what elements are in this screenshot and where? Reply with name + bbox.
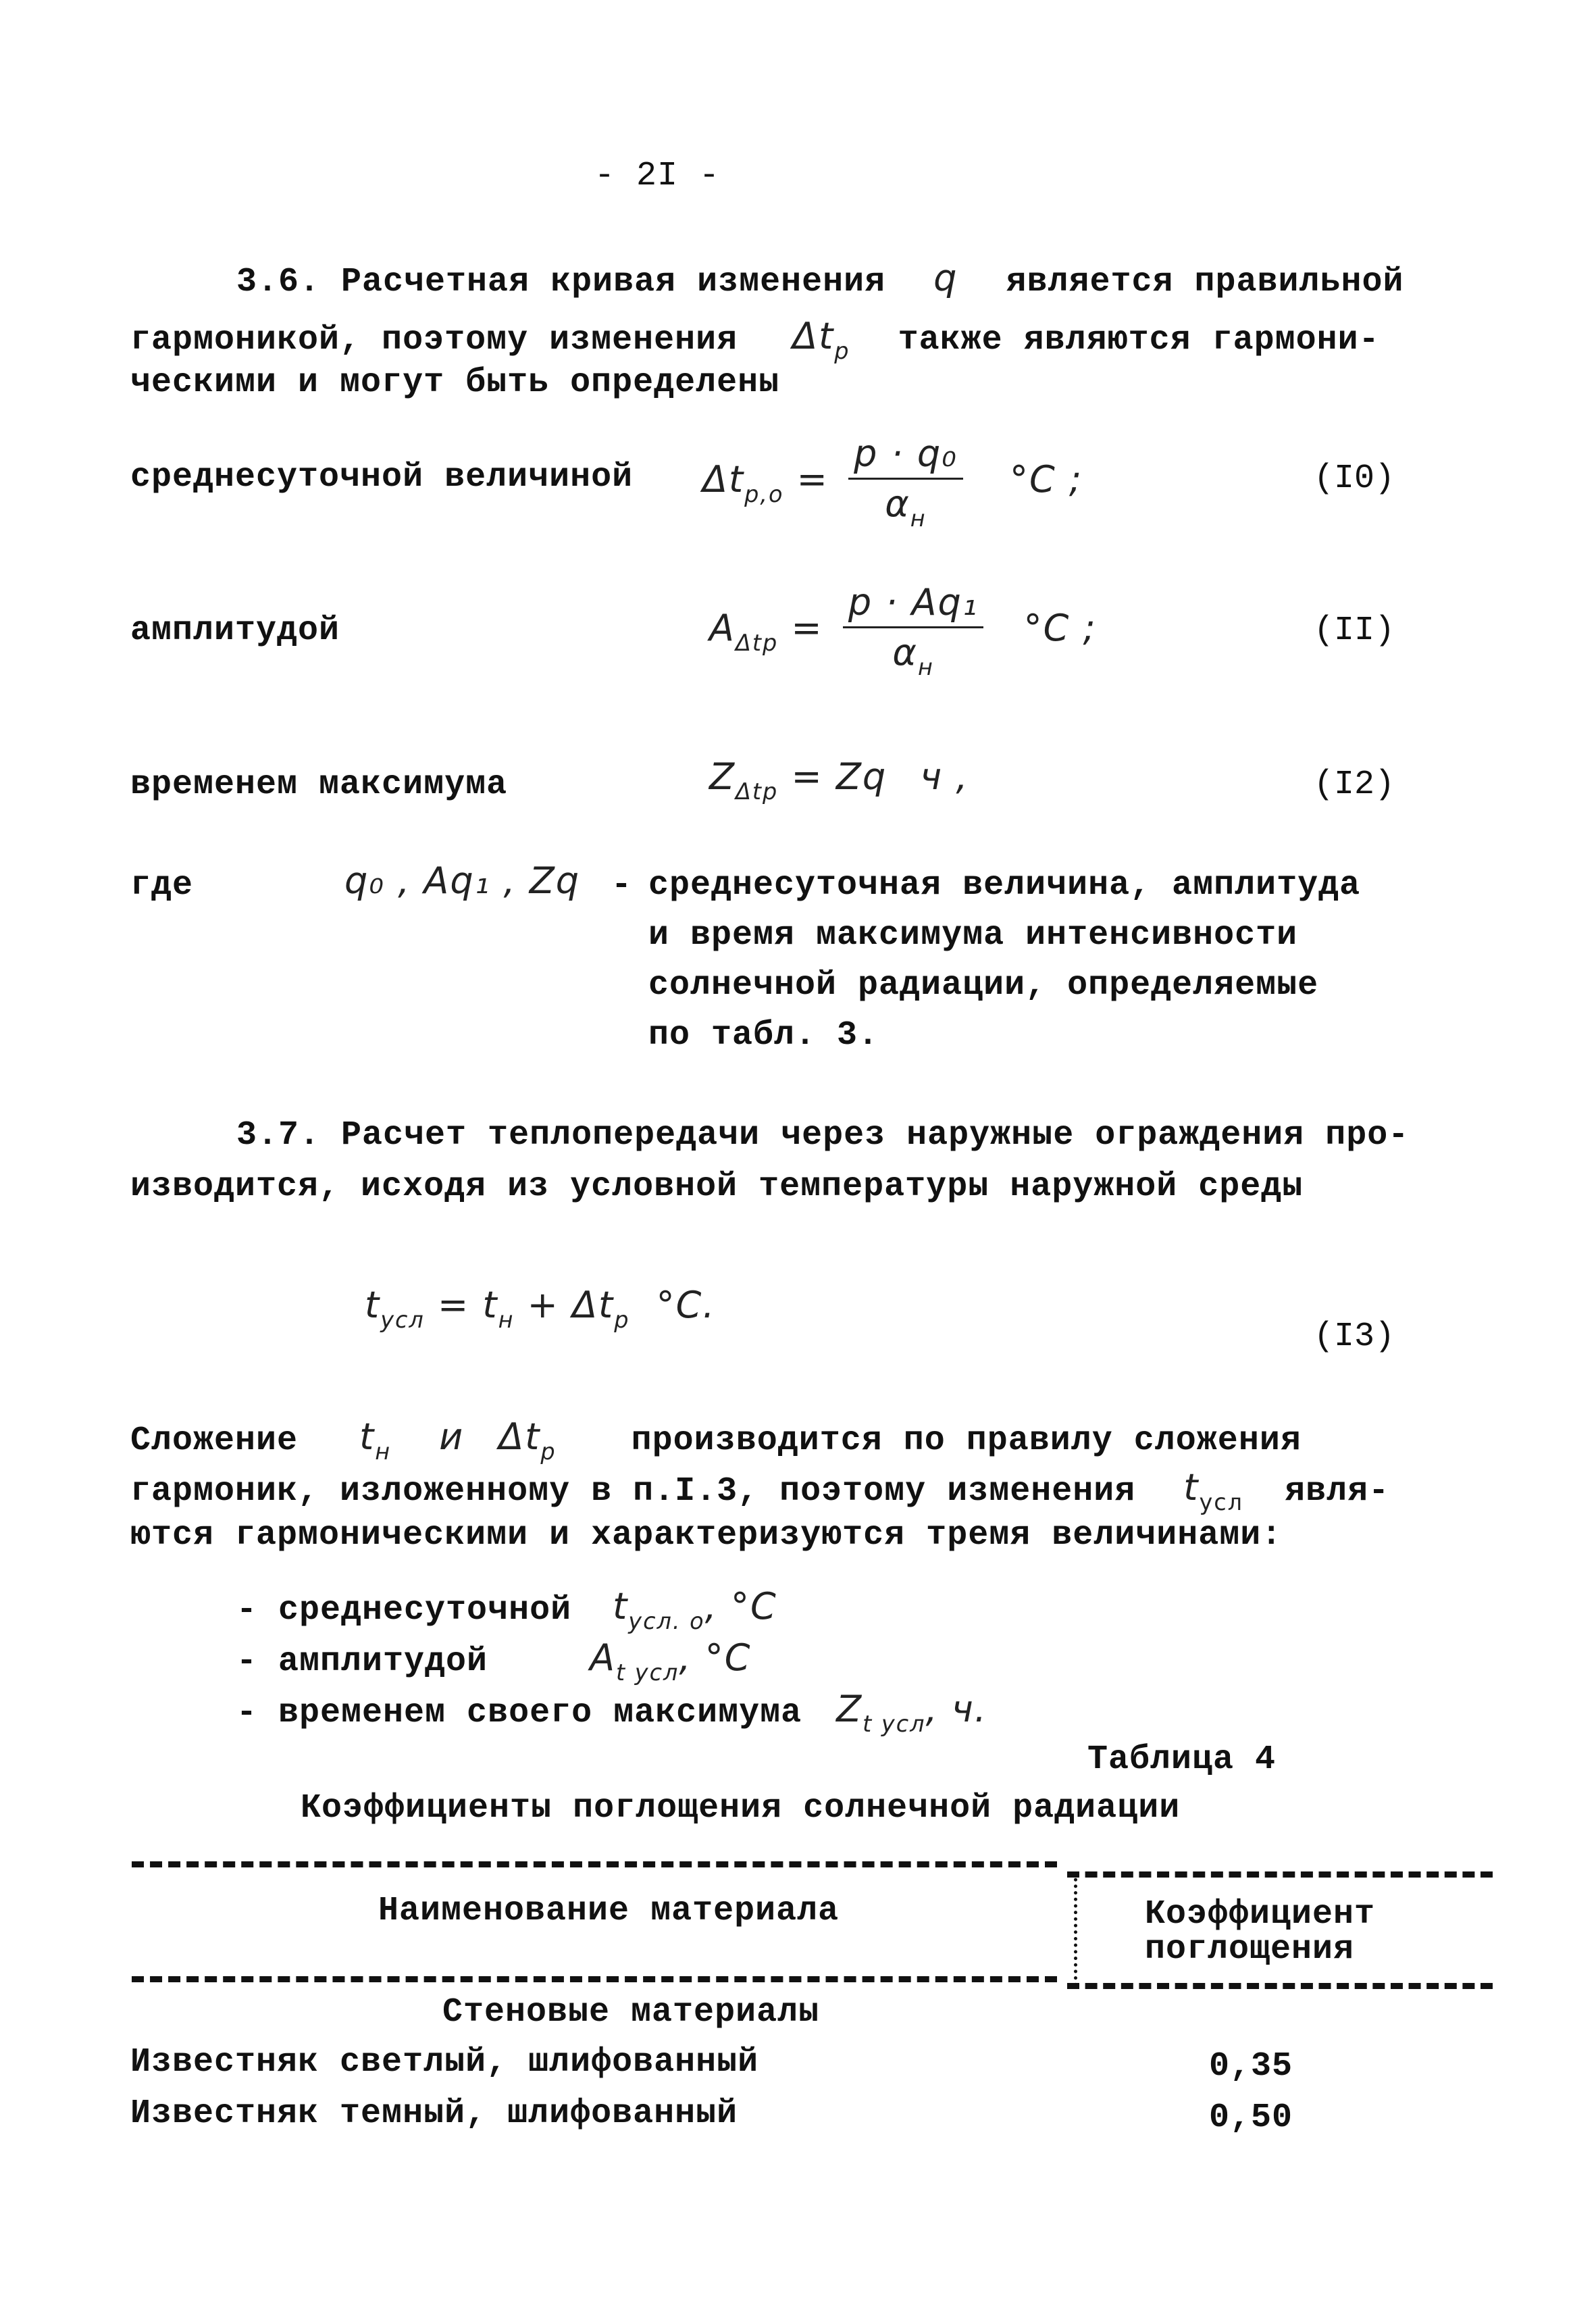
eq12-label: временем максимума [130, 765, 508, 804]
sub: p [834, 338, 850, 365]
table-header-rule-right [1067, 1983, 1493, 1989]
text: также являются гармони- [898, 321, 1380, 359]
eq12-number: (I2) [1314, 765, 1395, 804]
table-header-coefficient [1145, 1897, 1375, 1967]
denominator: $\alpha_н$ [892, 631, 934, 681]
bullet-symbol: $t_{усл. о}$, °C [613, 1585, 777, 1635]
where-line-1: среднесуточная величина, амплитуда [648, 866, 1361, 905]
table-header-material: Наименование материала [378, 1892, 840, 1930]
bullet-symbol: $Z_{t усл}$, ч. [836, 1688, 987, 1738]
text: явля- [1285, 1472, 1390, 1511]
bullet-item [236, 1585, 777, 1634]
where-line-4: по табл. 3. [648, 1016, 879, 1055]
sum-paragraph-line2 [130, 1466, 1389, 1515]
header-line: Коэффициент [1145, 1895, 1376, 1934]
table-column-divider [1074, 1871, 1077, 1986]
text: является правильной [1006, 263, 1404, 301]
where-dash: - [611, 866, 633, 905]
lhs-sub: Δtp [735, 630, 779, 657]
unit: °C ; [1023, 607, 1097, 650]
denominator: $\alpha_н$ [885, 482, 927, 532]
fraction [843, 581, 984, 680]
fraction [848, 432, 963, 532]
table-row-coefficient: 0,50 [1209, 2098, 1293, 2137]
table-row-coefficient: 0,35 [1209, 2047, 1293, 2086]
unit: °C ; [1009, 458, 1083, 501]
bullet-item [236, 1636, 751, 1686]
table-top-rule-left [132, 1861, 1057, 1867]
section-3-7-line2: изводится, исходя из условной температуры наружной среды [130, 1167, 1304, 1206]
unit: ч , [920, 755, 969, 798]
sum-paragraph-line3: ются гармоническими и характеризуются тремя величинами: [130, 1516, 1283, 1555]
bullet-label: - среднесуточной [236, 1591, 572, 1630]
and-word: и [439, 1415, 465, 1458]
bullet-symbol: $A_{t усл}$, °C [590, 1636, 752, 1686]
table-row-material: Известняк светлый, шлифованный [130, 2043, 759, 2082]
eq13-number: (I3) [1314, 1317, 1395, 1356]
eq12-formula [709, 755, 969, 805]
where-word: где [130, 866, 194, 905]
bullet-label: - амплитудой [236, 1642, 488, 1681]
section-3-6-line2 [130, 315, 1380, 364]
lhs-sub: Δtp [736, 778, 779, 805]
eq13-formula: $t_{усл} = t_н + \Delta t_p$ °C. [365, 1284, 716, 1334]
numerator: p · q₀ [848, 432, 963, 480]
table-group-row: Стеновые материалы [442, 1993, 820, 2032]
where-symbols: q₀ , Aq₁ , Zq [344, 859, 581, 902]
text: гармоник, изложенному в п.I.3, поэтому изменения [130, 1472, 1136, 1511]
eq11-formula: $A_{\Delta tp}$ = $\frac{\text{p · Aq₁}}{\alpha_н}$ °C ; [709, 581, 1097, 681]
table-header-rule-left [132, 1976, 1057, 1982]
section-3-7-line1: 3.7. Расчет теплопередачи через наружные ограждения про- [236, 1116, 1410, 1155]
symbol-delta-tp: $\Delta t_p$ [498, 1415, 557, 1465]
lhs-sub: p,o [744, 481, 784, 508]
text: гармоникой, поэтому изменения [130, 321, 738, 359]
eq10-formula: $\Delta t_{p,o}$ = $\frac{\text{p · q₀}}{\alpha_н}$ °C ; [702, 432, 1083, 532]
lhs: Z [709, 755, 736, 798]
text: производится по правилу сложения [631, 1422, 1302, 1460]
text: 3.6. Расчетная кривая изменения [236, 263, 886, 301]
table-caption: Коэффициенты поглощения солнечной радиации [301, 1789, 1181, 1828]
symbol-delta-tp [792, 315, 850, 365]
rhs: = Zq [791, 755, 887, 798]
section-3-6-line3: ческими и могут быть определены [130, 363, 780, 402]
lhs: A [709, 607, 736, 650]
numerator: p · Aq₁ [843, 581, 984, 628]
header-line: поглощения [1145, 1930, 1355, 1969]
where-line-2: и время максимума интенсивности [648, 916, 1298, 955]
eq11-label: амплитудой [130, 611, 340, 650]
where-line-3: солнечной радиации, определяемые [648, 966, 1319, 1005]
table-top-rule-right [1067, 1871, 1493, 1878]
bullet-item [236, 1688, 987, 1737]
page-number: - 2I - [594, 157, 721, 195]
text: Сложение [130, 1422, 299, 1460]
symbol-q: q [933, 257, 958, 299]
table-number-label: Таблица 4 [1087, 1740, 1277, 1779]
symbol-tn: $t_н$ [359, 1415, 392, 1465]
lhs: Δt [702, 458, 745, 501]
bullet-label: - временем своего максимума [236, 1694, 802, 1732]
sum-paragraph-line1 [130, 1415, 1302, 1465]
sym: Δt [792, 315, 835, 357]
eq10-number: (I0) [1314, 459, 1395, 498]
eq11-number: (II) [1314, 611, 1395, 650]
table-row-material: Известняк темный, шлифованный [130, 2094, 738, 2133]
section-3-6-line1 [236, 257, 1404, 301]
eq10-label: среднесуточной величиной [130, 458, 634, 497]
symbol-t-usl: $t_{усл}$ [1183, 1466, 1244, 1516]
